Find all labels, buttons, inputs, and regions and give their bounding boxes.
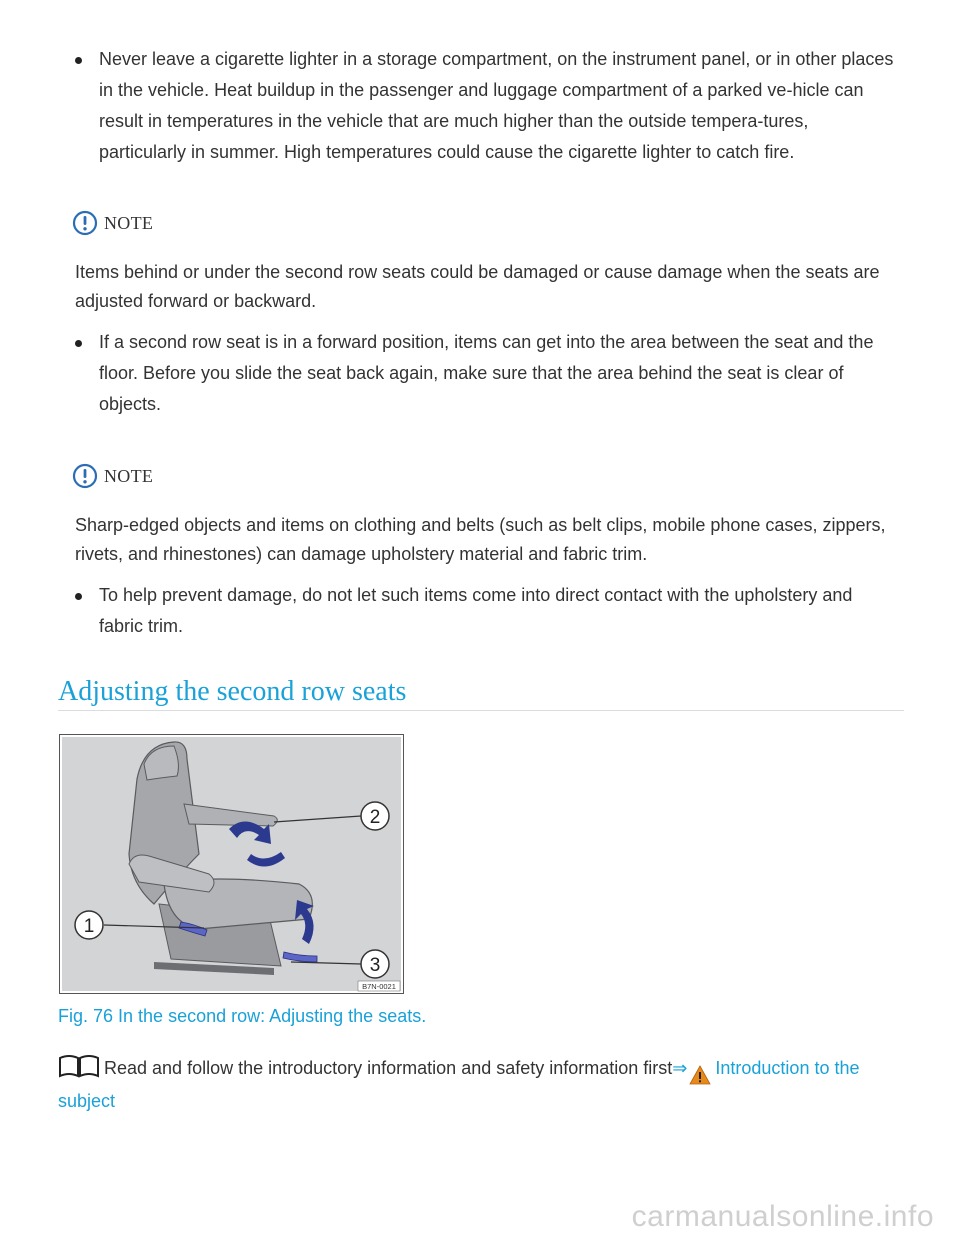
exclamation-circle-icon <box>72 463 98 489</box>
read-text: Read and follow the introductory information and safety information first <box>104 1058 673 1078</box>
note-text-2: Sharp-edged objects and items on clothing and belts (such as belt clips, mobile phone cases, zippers, rivets, and rhinestones) can damage upholstery material and fabric trim. <box>75 515 886 564</box>
watermark: carmanualsonline.info <box>631 1200 934 1233</box>
figure-caption: Fig. 76 In the second row: Adjusting the seats. <box>58 1006 427 1026</box>
note-label: NOTE <box>104 212 154 233</box>
heading-divider <box>58 710 904 711</box>
note-text-1: Items behind or under the second row seats could be damaged or cause damage when the seats are adjusted forward or backward. <box>75 262 880 311</box>
callout-label-2: 2 <box>369 807 381 828</box>
warning-triangle-icon <box>689 1064 711 1086</box>
bullet-text: To help prevent damage, do not let such items come into direct contact with the upholstery and fabric trim. <box>99 585 853 636</box>
bullet-sharp-items <box>75 580 895 642</box>
section-heading: Adjusting the second row seats <box>58 676 407 707</box>
bullet-dot <box>75 340 82 347</box>
bullet-text: Never leave a cigarette lighter in a storage compartment, on the instrument panel, or in other places in the vehicle. Heat buildup in the passenger and luggage compartment of a parked ve-hicle can result in temperatures in the vehicle that are much higher than the outside tempera-tures, particularly in summer. High temperatures could cause the cigarette lighter to catch fire. <box>99 49 894 162</box>
note-header-1 <box>72 210 153 236</box>
callout-label-3: 3 <box>369 955 381 976</box>
bullet-second-row-forward <box>75 327 895 420</box>
figure-code: B7N-0021 <box>362 982 396 991</box>
note-label: NOTE <box>104 465 154 486</box>
bullet-dot <box>75 57 82 64</box>
bullet-text: If a second row seat is in a forward position, items can get into the area between the seat and the floor. Before you slide the seat back again, make sure that the area behind the seat is clear of objects. <box>99 332 874 414</box>
bullet-cigarette-lighter <box>75 44 895 168</box>
arrow-right-icon: ⇒ <box>672 1058 688 1078</box>
callout-label-1: 1 <box>83 916 95 937</box>
read-instructions <box>58 1053 898 1116</box>
bullet-dot <box>75 593 82 600</box>
exclamation-circle-icon <box>72 210 98 236</box>
seat-adjustment-figure <box>59 734 404 994</box>
intro-link[interactable]: Introduction to the subject <box>58 1058 860 1111</box>
note-header-2 <box>72 463 153 489</box>
open-book-icon <box>58 1054 100 1078</box>
